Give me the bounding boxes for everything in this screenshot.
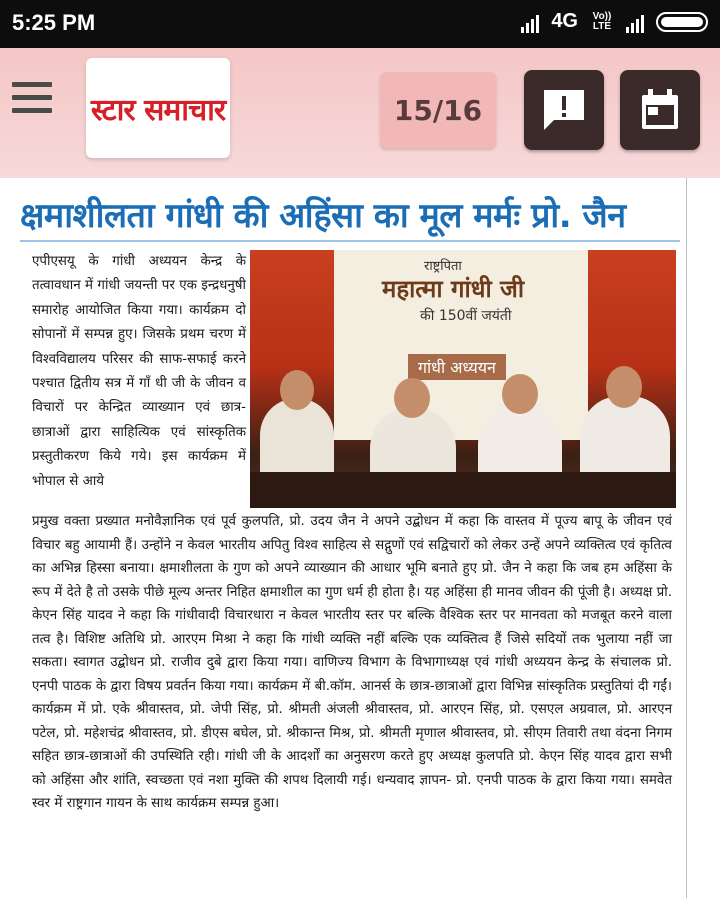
status-bar bbox=[0, 0, 720, 48]
status-time: 5:25 PM bbox=[12, 10, 96, 35]
event-banner bbox=[334, 250, 588, 440]
epaper-page[interactable] bbox=[0, 178, 720, 898]
status-icons bbox=[521, 10, 708, 33]
head-2 bbox=[394, 378, 430, 418]
volte-badge: Vo)) LTE bbox=[592, 10, 612, 32]
menu-icon[interactable] bbox=[12, 82, 52, 116]
signal-icon-2 bbox=[626, 11, 644, 33]
battery-icon bbox=[656, 12, 708, 32]
network-type: 4G bbox=[551, 10, 578, 32]
column-divider bbox=[686, 178, 687, 898]
article-intro: एपीएसयू के गांधी अध्ययन केन्द्र के तत्वावधान में गांधी जयन्ती पर एक इन्द्रधनुषी समारोह आयोजित किया गया। कार्यक्रम दो सोपानों में सम्पन्न हुए। जिसके प्रथम चरण में विश्वविद्यालय परिसर की साफ-सफाई करने पश्चात द्वितीय सत्र में गाँ धी जी के जीवन व विचारों पर केन्द्रित व्याख्यान एवं छात्र-छात्राओं द्वारा साहित्यिक एवं सांस्कृतिक प्रस्तुतीकरण किये गये। इस कार्यक्रम में भोपाल से आये bbox=[32, 254, 246, 489]
head-3 bbox=[502, 374, 538, 414]
comment-alert-icon bbox=[538, 84, 590, 136]
head-1 bbox=[280, 370, 314, 410]
head-4 bbox=[606, 366, 642, 408]
calendar-button[interactable] bbox=[620, 70, 700, 150]
banner-line2: महात्मा गांधी जी bbox=[382, 274, 525, 303]
logo-text: स्टार समाचार bbox=[90, 92, 226, 128]
logo[interactable] bbox=[86, 58, 230, 158]
article-body: प्रमुख वक्ता प्रख्यात मनोवैज्ञानिक एवं पूर्व कुलपति, प्रो. उदय जैन ने अपने उद्बोधन में कहा कि वास्तव में पूज्य बापू के जीवन एवं विचार बहु आयामी हैं। उन्होंने न केवल भारतीय अपितु विश्व साहित्य से सद्गुणों एवं सद्विचारों को लेकर उन्हें अपने व्यक्तित्व एवं कृतित्व का अभिन्न हिस्सा बनाया। क्षमाशीलता के गुण को अपने व्याख्यान की आधार भूमि बनाते हुए प्रो. जैन ने कहा कि जब हम अहिंसा के रूप में देते है तो उसके पीछे मूल्य अन्तर निहित क्षमाशील का गुण धर्म ही होता है। यह अहिंसा ही मानव जीवन की पूंजी है। अध्यक्ष प्रो. केएन सिंह यादव ने कहा कि गांधीवादी विचारधारा न केवल भारतीय स्तर पर बल्कि वैश्विक स्तर पर मानवता को मजबूत करने वाला तत्व है। विशिष्ट अतिथि प्रो. आरएम मिश्रा ने कहा कि गांधी व्यक्ति नहीं बल्कि एक व्यक्तित्व हैं जिसे सदियों तक भुलाया नहीं जा सकता। स्वागत उद्बोधन प्रो. राजीव दुबे द्वारा किया गया। वाणिज्य विभाग के विभागाध्यक्ष एवं गांधी अध्ययन केन्द्र के संचालक प्रो. एनपी पाठक के द्वारा विषय प्रवर्तन किया गया। कार्यक्रम में बी.कॉम. आनर्स के छात्र-छात्राओं द्वारा विभिन्न सांस्कृतिक प्रस्तुतियां दी गईं। कार्यक्रम में प्रो. एके श्रीवास्तव, प्रो. जेपी सिंह, प्रो. श्रीमती अंजली श्रीवास्तव, प्रो. आरएन सिंह, प्रो. एसएल अग्रवाल, प्रो. आरएन पटेल, प्रो. महेशचंद्र श्रीवास्तव, प्रो. डीएस बघेल, प्रो. श्रीकान्त मिश्र, प्रो. श्रीमती मृणाल श्रीवास्तव, प्रो. सीएम तिवारी तथा वंदना निगम सहित छात्र-छात्राओं की उपस्थिति रही। गांधी जी के आदर्शों का अनुसरण करते हुए अध्यक्ष कुलपति प्रो. केएन सिंह यादव द्वारा सभी को अहिंसा और शांति, स्वच्छता एवं नशा मुक्ति की शपथ दिलायी गई। धन्यवाद ज्ञापन- प्रो. एनपी पाठक के द्वारा किया गया। समवेत स्वर में राष्ट्रगान गायन के साथ कार्यक्रम सम्पन्न हुआ। bbox=[32, 514, 672, 811]
banner-line1: राष्ट्रपिता bbox=[424, 259, 462, 274]
signal-icon bbox=[521, 11, 539, 33]
dais-table bbox=[250, 472, 676, 508]
page-indicator[interactable]: 15/16 bbox=[380, 72, 496, 148]
event-photo bbox=[250, 250, 676, 508]
calendar-icon bbox=[636, 85, 684, 135]
banner-line3: की 150वीं जयंती bbox=[420, 308, 512, 324]
banner-line4: गांधी अध्ययन bbox=[408, 354, 506, 380]
headline-rule bbox=[20, 240, 680, 242]
article-headline: क्षमाशीलता गांधी की अहिंसा का मूल मर्मः प्रो. जैन bbox=[20, 196, 626, 236]
feedback-button[interactable] bbox=[524, 70, 604, 150]
app-bar bbox=[0, 48, 720, 178]
